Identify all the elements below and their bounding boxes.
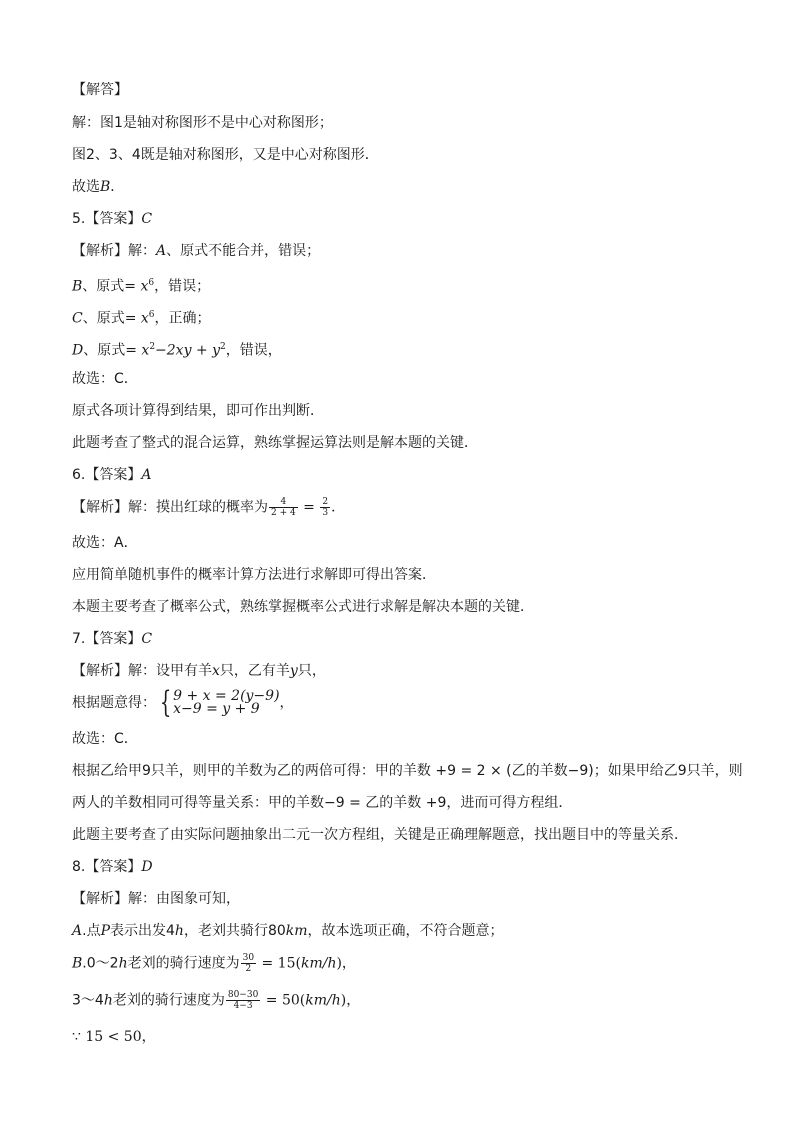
text: ． <box>110 179 125 195</box>
option-letter: B <box>72 955 83 972</box>
text: 、原式不能合并，错误； <box>166 243 321 259</box>
text: ， <box>279 695 294 711</box>
math-expression: = x <box>124 278 149 295</box>
option-letter: A <box>156 243 167 259</box>
unit: h <box>118 955 128 972</box>
fraction <box>320 497 330 518</box>
equation: 9 + x = 2(y−9) <box>173 688 280 704</box>
text-line: 原式各项计算得到结果，即可作出判断． <box>72 403 324 419</box>
unit: km <box>285 923 308 939</box>
math-expression: )， <box>336 955 356 972</box>
text: ，错误； <box>154 278 211 295</box>
text-line <box>72 497 345 518</box>
text: ，正确； <box>154 310 211 327</box>
text: 、原式 <box>83 342 126 359</box>
math-exponent: 2 <box>220 342 226 352</box>
text: ． <box>331 499 346 516</box>
math-exponent: 2 <box>149 342 156 352</box>
text-line <box>72 337 282 361</box>
fraction-denominator: 3 <box>322 508 329 518</box>
text: 【解析】解： <box>72 243 156 259</box>
text-line: 应用简单随机事件的概率计算方法进行求解即可得出答案． <box>72 567 436 583</box>
answer-letter: C <box>141 211 153 227</box>
text-line: 图2、3、4既是轴对称图形，又是中心对称图形． <box>72 147 379 163</box>
fraction <box>241 953 256 974</box>
math-expression: = x <box>125 342 150 359</box>
section-heading-answer: 【解答】 <box>72 82 128 98</box>
text-line: 故选：C． <box>72 731 138 747</box>
text: 只，乙有羊 <box>219 663 290 679</box>
fraction-numerator: 80−30 <box>227 990 259 1000</box>
text-line <box>72 305 211 329</box>
text-line <box>72 177 124 197</box>
math-exponent: 6 <box>148 310 155 320</box>
text-line: 此题考查了整式的混合运算，熟练掌握运算法则是解本题的关键． <box>72 435 478 451</box>
text-line <box>72 241 320 261</box>
text: 【解析】解：设甲有羊 <box>72 663 212 679</box>
math-expression: = 15( <box>257 955 301 972</box>
text-line: 故选：A． <box>72 535 138 551</box>
text-line: 本题主要考查了概率公式，熟练掌握概率公式进行求解是解决本题的关键． <box>72 599 534 615</box>
text-line: ∵ 15 < 50， <box>72 1029 156 1045</box>
text-line <box>72 685 294 720</box>
text-line <box>72 273 210 297</box>
equals-sign: = <box>298 499 320 516</box>
text: 【解析】解：摸出红球的概率为 <box>72 499 268 516</box>
text: ，故本选项正确，不符合题意； <box>307 923 504 939</box>
text: .0～2 <box>82 955 119 972</box>
text: ，老刘共骑行80 <box>183 923 286 939</box>
question-answer-8 <box>72 857 153 877</box>
answer-label: 8.【答案】 <box>72 859 142 875</box>
text: .点 <box>82 923 101 939</box>
question-answer-5 <box>72 209 152 229</box>
unit: km/h <box>305 992 341 1009</box>
text: 3～4 <box>72 992 104 1009</box>
answer-label: 7.【答案】 <box>72 631 142 647</box>
text: 根据题意得： <box>72 695 156 711</box>
answer-letter: D <box>141 859 153 875</box>
left-brace-icon: { <box>159 685 172 720</box>
option-letter: C <box>72 310 83 327</box>
text: 老刘的骑行速度为 <box>127 955 240 972</box>
unit: km/h <box>300 955 337 972</box>
option-letter: B <box>100 179 111 195</box>
text: ，错误， <box>225 342 282 359</box>
text: 只， <box>297 663 326 679</box>
text-line <box>72 953 356 974</box>
fraction <box>226 990 260 1011</box>
math-expression: −2xy + y <box>155 342 221 359</box>
variable: y <box>289 663 298 679</box>
fraction-denominator: 2 <box>245 964 252 974</box>
text: 故选 <box>72 179 100 195</box>
math-expression: = x <box>124 310 149 327</box>
text-line: 两人的羊数相同可得等量关系：甲的羊数−9 = 乙的羊数 +9，进而可得方程组． <box>72 795 573 811</box>
question-answer-6 <box>72 465 151 485</box>
text: 、原式 <box>82 310 125 327</box>
answer-letter: A <box>141 467 152 483</box>
fraction-denominator: 2 + 4 <box>271 508 296 518</box>
fraction-denominator: 4−3 <box>233 1001 253 1011</box>
fraction-numerator: 2 <box>322 497 329 507</box>
text-line <box>72 921 504 941</box>
math-expression: = 50( <box>261 992 306 1009</box>
text-line: 解：图1是轴对称图形不是中心对称图形； <box>72 115 333 131</box>
text-line <box>72 661 326 681</box>
unit: h <box>103 992 113 1009</box>
answer-letter: C <box>141 631 153 647</box>
option-letter: B <box>72 278 83 295</box>
option-letter: D <box>72 342 84 359</box>
math-expression: )， <box>340 992 361 1009</box>
variable: P <box>100 923 110 939</box>
option-letter: A <box>72 923 83 939</box>
text: 、原式 <box>82 278 125 295</box>
answer-label: 6.【答案】 <box>72 467 142 483</box>
text-line: 此题主要考查了由实际问题抽象出二元一次方程组，关键是正确理解题意，找出题目中的等量关系． <box>72 827 688 843</box>
fraction-numerator: 4 <box>269 497 298 508</box>
text: 表示出发4 <box>110 923 175 939</box>
unit: h <box>174 923 184 939</box>
math-exponent: 6 <box>148 278 155 288</box>
text-line: 故选：C． <box>72 371 138 387</box>
text-line <box>72 990 360 1011</box>
equation: x−9 = y + 9 <box>173 701 260 717</box>
text: 老刘的骑行速度为 <box>112 992 225 1009</box>
answer-label: 5.【答案】 <box>72 211 142 227</box>
text-line: 根据乙给甲9只羊，则甲的羊数为乙的两倍可得：甲的羊数 +9 = 2 × (乙的羊数−9)；如果甲给乙9只羊，则 <box>72 763 743 779</box>
variable: x <box>212 663 220 679</box>
fraction-numerator: 30 <box>242 953 255 963</box>
fraction <box>269 497 298 518</box>
question-answer-7 <box>72 629 152 649</box>
text-line: 【解析】解：由图象可知， <box>72 891 240 907</box>
equation-system <box>173 690 279 716</box>
